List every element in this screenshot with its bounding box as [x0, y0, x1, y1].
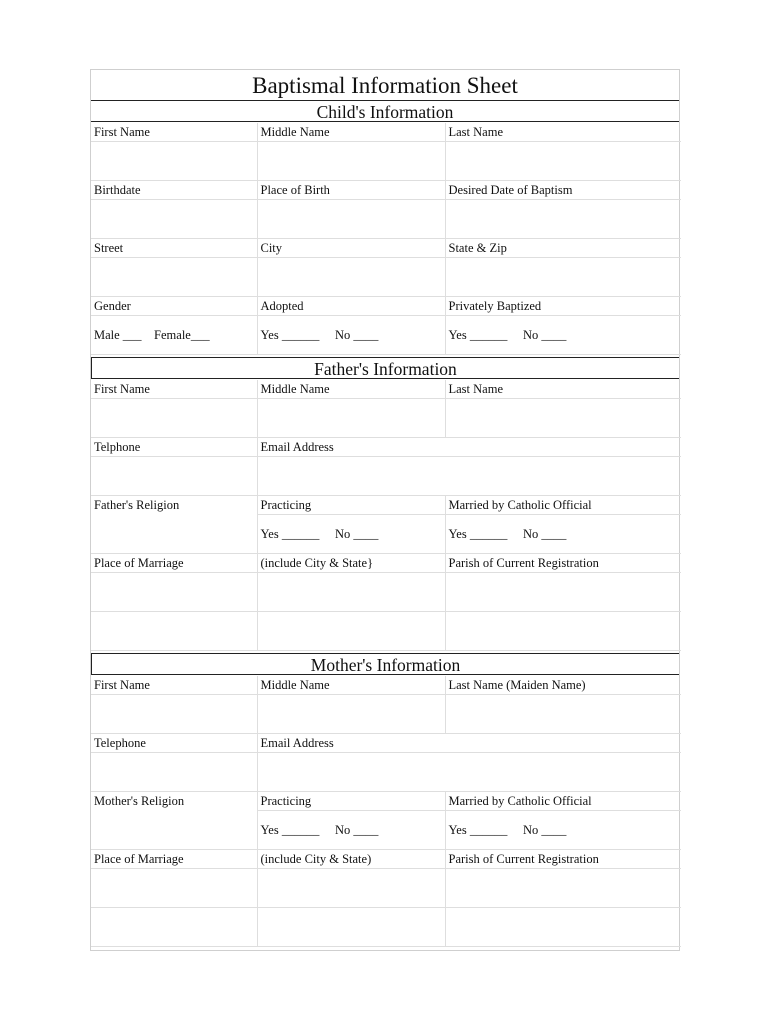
child-section-heading: Child's Information [91, 100, 679, 122]
father-first-name-label: First Name [91, 380, 257, 399]
child-adopted-label: Adopted [257, 297, 445, 316]
child-gender-label: Gender [91, 297, 257, 316]
father-middle-name-label: Middle Name [257, 380, 445, 399]
mother-city-state-field-2[interactable] [257, 908, 445, 947]
mother-include-city-state-label: (include City & State) [257, 850, 445, 869]
father-section-heading: Father's Information [91, 357, 679, 379]
mother-city-state-field[interactable] [257, 869, 445, 908]
child-city-label: City [257, 239, 445, 258]
mother-first-name-label: First Name [91, 676, 257, 695]
father-telephone-label: Telphone [91, 438, 257, 457]
child-first-name-field[interactable] [91, 142, 257, 181]
father-married-options[interactable]: Yes ______ No ____ [445, 515, 681, 554]
father-parish-field-2[interactable] [445, 612, 681, 651]
child-state-zip-field[interactable] [445, 258, 681, 297]
mother-religion-field[interactable] [91, 811, 257, 850]
child-birthdate-label: Birthdate [91, 181, 257, 200]
mother-parish-field[interactable] [445, 869, 681, 908]
mother-place-of-marriage-field[interactable] [91, 869, 257, 908]
child-middle-name-field[interactable] [257, 142, 445, 181]
father-practicing-options[interactable]: Yes ______ No ____ [257, 515, 445, 554]
mother-middle-name-field[interactable] [257, 695, 445, 734]
father-parish-field[interactable] [445, 573, 681, 612]
father-practicing-label: Practicing [257, 496, 445, 515]
mother-religion-label: Mother's Religion [91, 792, 257, 811]
father-email-field[interactable] [257, 457, 681, 496]
child-info-table [91, 123, 681, 355]
baptismal-form [90, 69, 680, 951]
mother-email-label: Email Address [257, 734, 681, 753]
mother-middle-name-label: Middle Name [257, 676, 445, 695]
father-religion-label: Father's Religion [91, 496, 257, 515]
father-city-state-field[interactable] [257, 573, 445, 612]
father-married-catholic-label: Married by Catholic Official [445, 496, 681, 515]
child-last-name-field[interactable] [445, 142, 681, 181]
father-religion-field[interactable] [91, 515, 257, 554]
mother-married-options[interactable]: Yes ______ No ____ [445, 811, 681, 850]
child-street-field[interactable] [91, 258, 257, 297]
mother-section-heading: Mother's Information [91, 653, 679, 675]
father-info-table [91, 380, 681, 651]
mother-first-name-field[interactable] [91, 695, 257, 734]
mother-last-name-field[interactable] [445, 695, 681, 734]
mother-place-of-marriage-label: Place of Marriage [91, 850, 257, 869]
father-first-name-field[interactable] [91, 399, 257, 438]
mother-married-catholic-label: Married by Catholic Official [445, 792, 681, 811]
father-telephone-field[interactable] [91, 457, 257, 496]
mother-last-name-label: Last Name (Maiden Name) [445, 676, 681, 695]
child-middle-name-label: Middle Name [257, 123, 445, 142]
father-place-of-marriage-field[interactable] [91, 573, 257, 612]
father-middle-name-field[interactable] [257, 399, 445, 438]
father-email-label: Email Address [257, 438, 681, 457]
child-baptized-options[interactable]: Yes ______ No ____ [445, 316, 681, 355]
father-last-name-field[interactable] [445, 399, 681, 438]
mother-telephone-field[interactable] [91, 753, 257, 792]
mother-place-of-marriage-field-2[interactable] [91, 908, 257, 947]
father-place-of-marriage-field-2[interactable] [91, 612, 257, 651]
child-city-field[interactable] [257, 258, 445, 297]
father-place-of-marriage-label: Place of Marriage [91, 554, 257, 573]
child-place-of-birth-label: Place of Birth [257, 181, 445, 200]
mother-parish-label: Parish of Current Registration [445, 850, 681, 869]
child-first-name-label: First Name [91, 123, 257, 142]
mother-telephone-label: Telephone [91, 734, 257, 753]
child-last-name-label: Last Name [445, 123, 681, 142]
mother-info-table [91, 676, 681, 947]
child-adopted-options[interactable]: Yes ______ No ____ [257, 316, 445, 355]
father-include-city-state-label: (include City & State} [257, 554, 445, 573]
mother-parish-field-2[interactable] [445, 908, 681, 947]
mother-practicing-options[interactable]: Yes ______ No ____ [257, 811, 445, 850]
child-desired-date-field[interactable] [445, 200, 681, 239]
child-birthdate-field[interactable] [91, 200, 257, 239]
father-city-state-field-2[interactable] [257, 612, 445, 651]
father-parish-label: Parish of Current Registration [445, 554, 681, 573]
child-street-label: Street [91, 239, 257, 258]
child-gender-options[interactable]: Male ___ Female___ [91, 316, 257, 355]
child-place-of-birth-field[interactable] [257, 200, 445, 239]
mother-email-field[interactable] [257, 753, 681, 792]
form-title: Baptismal Information Sheet [252, 73, 518, 98]
child-state-zip-label: State & Zip [445, 239, 681, 258]
father-last-name-label: Last Name [445, 380, 681, 399]
child-desired-date-label: Desired Date of Baptism [445, 181, 681, 200]
child-privately-baptized-label: Privately Baptized [445, 297, 681, 316]
mother-practicing-label: Practicing [257, 792, 445, 811]
